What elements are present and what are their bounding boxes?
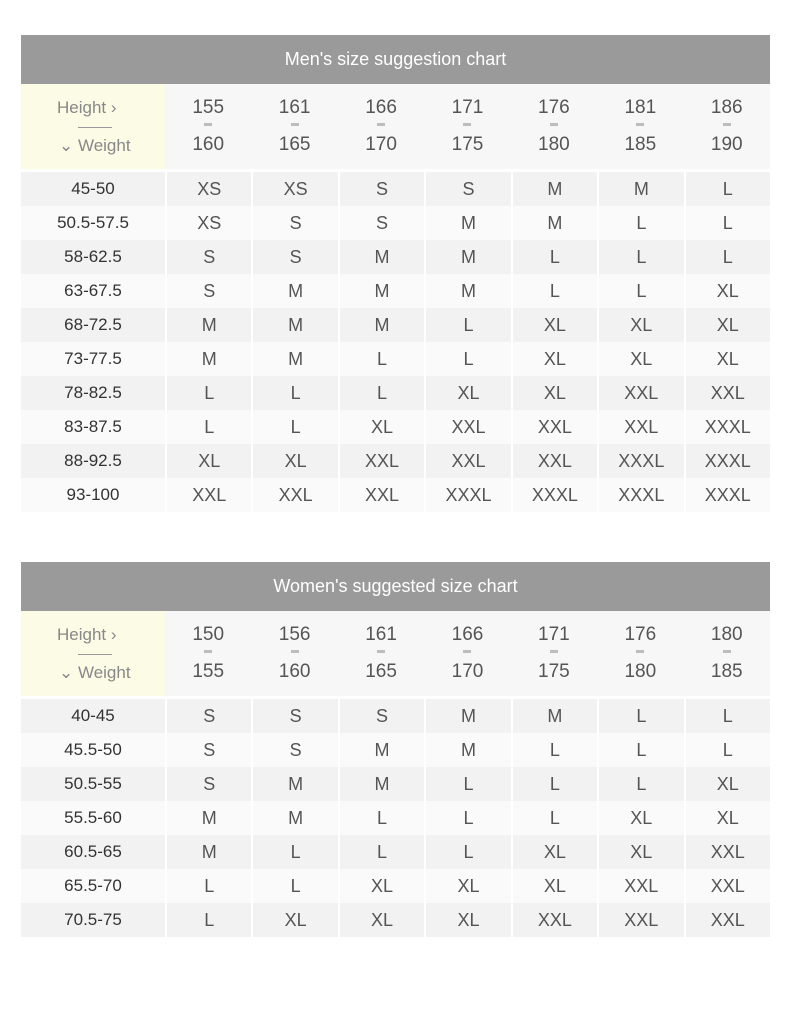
size-cell: L [513, 801, 597, 835]
height-range-end: 165 [278, 133, 311, 155]
size-cell: M [253, 274, 337, 308]
size-cell: L [686, 206, 770, 240]
table-row [21, 410, 770, 444]
size-cell: S [253, 733, 337, 767]
size-cell: XXL [599, 376, 683, 410]
weight-range-cell: 60.5-65 [21, 835, 165, 869]
size-cell: XL [599, 801, 683, 835]
size-cell: L [599, 733, 683, 767]
table-row [21, 206, 770, 240]
table-row [21, 767, 770, 801]
height-range-header [424, 611, 510, 696]
height-range-header [251, 84, 337, 169]
table-row [21, 376, 770, 410]
size-cell: L [513, 240, 597, 274]
height-range-end: 180 [624, 660, 657, 682]
height-range-start: 171 [538, 623, 570, 645]
height-range-header [165, 611, 251, 696]
height-range-start: 166 [365, 96, 397, 118]
height-range-start: 171 [451, 96, 484, 118]
size-cell: XL [686, 274, 770, 308]
size-cell: L [426, 801, 510, 835]
weight-range-cell: 50.5-57.5 [21, 206, 165, 240]
size-cell: S [167, 699, 251, 733]
size-cell: M [253, 767, 337, 801]
men-chart-title: Men's size suggestion chart [21, 35, 770, 84]
size-cell: L [686, 240, 770, 274]
size-cell: M [340, 308, 424, 342]
size-cell: XXXL [686, 478, 770, 512]
height-range-header [338, 611, 424, 696]
size-cell: L [513, 767, 597, 801]
table-row [21, 835, 770, 869]
range-dash [723, 650, 731, 653]
range-dash [377, 650, 385, 653]
height-range-header [251, 611, 337, 696]
size-cell: M [340, 274, 424, 308]
men-height-columns [165, 84, 770, 169]
size-cell: L [599, 274, 683, 308]
size-cell: XXL [513, 410, 597, 444]
height-range-header [597, 611, 683, 696]
size-cell: XL [340, 410, 424, 444]
size-cell: XXXL [599, 444, 683, 478]
table-row [21, 733, 770, 767]
women-header-row [21, 611, 770, 696]
size-cell: S [253, 240, 337, 274]
size-cell: XL [167, 444, 251, 478]
height-range-end: 190 [710, 133, 743, 155]
size-cell: M [253, 308, 337, 342]
range-dash [636, 123, 644, 126]
size-cell: L [340, 835, 424, 869]
size-cell: L [686, 699, 770, 733]
size-cell: XXXL [686, 444, 770, 478]
women-chart-title: Women's suggested size chart [21, 562, 770, 611]
size-cell: XXL [599, 869, 683, 903]
size-cell: XXXL [513, 478, 597, 512]
size-cell: L [599, 206, 683, 240]
size-cell: M [340, 767, 424, 801]
range-dash [636, 650, 644, 653]
height-range-header [597, 84, 683, 169]
height-range-start: 180 [710, 623, 743, 645]
size-cell: S [167, 240, 251, 274]
size-cell: L [167, 869, 251, 903]
size-cell: XL [253, 444, 337, 478]
height-range-start: 161 [278, 96, 311, 118]
table-row [21, 308, 770, 342]
corner-divider [78, 127, 112, 128]
size-cell: L [513, 733, 597, 767]
size-cell: XXL [340, 444, 424, 478]
size-cell: XL [686, 767, 770, 801]
size-cell: XS [167, 206, 251, 240]
range-dash [204, 123, 212, 126]
table-row [21, 274, 770, 308]
height-range-header [165, 84, 251, 169]
size-cell: XXL [686, 903, 770, 937]
height-range-start: 156 [278, 623, 311, 645]
size-cell: XL [340, 903, 424, 937]
size-cell: S [340, 172, 424, 206]
size-cell: S [253, 699, 337, 733]
weight-range-cell: 50.5-55 [21, 767, 165, 801]
height-range-start: 186 [710, 96, 743, 118]
size-cell: L [426, 342, 510, 376]
range-dash [377, 123, 385, 126]
height-range-end: 185 [710, 660, 743, 682]
height-range-end: 170 [365, 133, 397, 155]
table-row [21, 903, 770, 937]
height-range-end: 170 [451, 660, 484, 682]
size-cell: M [426, 206, 510, 240]
range-dash [291, 123, 299, 126]
size-cell: L [686, 172, 770, 206]
height-range-header [511, 84, 597, 169]
size-cell: XXL [686, 835, 770, 869]
size-cell: S [340, 699, 424, 733]
size-cell: M [426, 699, 510, 733]
size-cell: L [253, 376, 337, 410]
size-cell: M [513, 699, 597, 733]
weight-range-cell: 55.5-60 [21, 801, 165, 835]
size-cell: M [513, 172, 597, 206]
height-range-start: 161 [365, 623, 397, 645]
height-range-start: 181 [624, 96, 657, 118]
size-cell: XL [253, 903, 337, 937]
women-height-columns [165, 611, 770, 696]
range-dash [550, 650, 558, 653]
size-cell: M [167, 835, 251, 869]
table-row [21, 444, 770, 478]
size-cell: XXL [686, 869, 770, 903]
size-cell: L [167, 376, 251, 410]
range-dash [723, 123, 731, 126]
size-cell: L [253, 835, 337, 869]
size-cell: XL [513, 835, 597, 869]
range-dash [463, 123, 471, 126]
size-cell: L [513, 274, 597, 308]
size-cell: L [599, 767, 683, 801]
range-dash [291, 650, 299, 653]
table-row [21, 342, 770, 376]
size-cell: XXL [686, 376, 770, 410]
height-range-start: 166 [451, 623, 484, 645]
men-size-rows [21, 172, 770, 512]
height-range-header [338, 84, 424, 169]
size-cell: XXL [426, 410, 510, 444]
size-cell: S [167, 733, 251, 767]
height-label: Height › [57, 625, 117, 644]
men-corner-cell [21, 84, 165, 169]
size-cell: S [340, 206, 424, 240]
size-cell: XXL [599, 410, 683, 444]
size-cell: XL [599, 308, 683, 342]
size-cell: XXL [253, 478, 337, 512]
size-cell: XL [686, 342, 770, 376]
size-cell: L [167, 410, 251, 444]
size-cell: M [167, 342, 251, 376]
size-cell: L [426, 308, 510, 342]
range-dash [550, 123, 558, 126]
size-cell: M [253, 801, 337, 835]
women-size-rows [21, 699, 770, 937]
height-range-header [424, 84, 510, 169]
height-range-header [684, 84, 770, 169]
size-cell: XXL [599, 903, 683, 937]
size-cell: XL [686, 308, 770, 342]
size-cell: XS [253, 172, 337, 206]
height-range-start: 155 [192, 96, 225, 118]
size-cell: XXXL [686, 410, 770, 444]
size-cell: XL [426, 869, 510, 903]
corner-divider [78, 654, 112, 655]
size-cell: L [253, 410, 337, 444]
size-cell: L [340, 801, 424, 835]
table-row [21, 801, 770, 835]
size-cell: S [426, 172, 510, 206]
size-cell: XL [513, 308, 597, 342]
weight-range-cell: 65.5-70 [21, 869, 165, 903]
range-dash [204, 650, 212, 653]
size-cell: S [167, 274, 251, 308]
size-cell: S [167, 767, 251, 801]
height-range-end: 160 [278, 660, 311, 682]
weight-range-cell: 45-50 [21, 172, 165, 206]
size-cell: XXL [513, 903, 597, 937]
size-cell: XL [599, 342, 683, 376]
weight-range-cell: 40-45 [21, 699, 165, 733]
height-range-end: 185 [624, 133, 657, 155]
height-range-end: 165 [365, 660, 397, 682]
weight-range-cell: 58-62.5 [21, 240, 165, 274]
size-cell: XL [513, 376, 597, 410]
size-cell: XS [167, 172, 251, 206]
size-cell: L [426, 835, 510, 869]
weight-range-cell: 45.5-50 [21, 733, 165, 767]
size-cell: L [599, 699, 683, 733]
size-cell: XL [513, 869, 597, 903]
height-range-header [684, 611, 770, 696]
size-cell: L [426, 767, 510, 801]
size-cell: M [340, 240, 424, 274]
height-range-start: 176 [538, 96, 570, 118]
size-cell: L [340, 342, 424, 376]
size-cell: XL [340, 869, 424, 903]
size-cell: S [253, 206, 337, 240]
weight-range-cell: 70.5-75 [21, 903, 165, 937]
height-range-end: 175 [538, 660, 570, 682]
size-cell: M [167, 801, 251, 835]
table-row [21, 869, 770, 903]
weight-range-cell: 73-77.5 [21, 342, 165, 376]
size-cell: L [340, 376, 424, 410]
weight-label: ⌄ Weight [59, 663, 131, 682]
height-range-end: 155 [192, 660, 225, 682]
size-cell: XXL [340, 478, 424, 512]
size-cell: M [426, 274, 510, 308]
table-row [21, 699, 770, 733]
range-dash [463, 650, 471, 653]
height-range-end: 175 [451, 133, 484, 155]
men-header-row [21, 84, 770, 169]
size-cell: M [340, 733, 424, 767]
size-cell: XXXL [599, 478, 683, 512]
height-label: Height › [57, 98, 117, 117]
weight-range-cell: 83-87.5 [21, 410, 165, 444]
weight-label: ⌄ Weight [59, 136, 131, 155]
size-cell: XXXL [426, 478, 510, 512]
size-cell: M [167, 308, 251, 342]
size-cell: L [599, 240, 683, 274]
weight-range-cell: 68-72.5 [21, 308, 165, 342]
height-range-start: 150 [192, 623, 225, 645]
size-cell: M [599, 172, 683, 206]
weight-range-cell: 88-92.5 [21, 444, 165, 478]
weight-range-cell: 93-100 [21, 478, 165, 512]
weight-range-cell: 78-82.5 [21, 376, 165, 410]
size-cell: L [686, 733, 770, 767]
size-cell: XL [513, 342, 597, 376]
size-cell: XXL [513, 444, 597, 478]
women-size-chart [21, 562, 770, 937]
size-cell: XXL [426, 444, 510, 478]
size-cell: XL [426, 903, 510, 937]
weight-range-cell: 63-67.5 [21, 274, 165, 308]
size-cell: L [253, 869, 337, 903]
table-row [21, 478, 770, 512]
men-size-chart [21, 35, 770, 512]
size-cell: XXL [167, 478, 251, 512]
size-cell: XL [426, 376, 510, 410]
size-cell: M [426, 240, 510, 274]
table-row [21, 172, 770, 206]
height-range-header [511, 611, 597, 696]
height-range-start: 176 [624, 623, 657, 645]
size-cell: L [167, 903, 251, 937]
table-row [21, 240, 770, 274]
size-cell: XL [599, 835, 683, 869]
size-cell: M [426, 733, 510, 767]
size-cell: M [253, 342, 337, 376]
women-corner-cell [21, 611, 165, 696]
size-cell: XL [686, 801, 770, 835]
height-range-end: 160 [192, 133, 225, 155]
height-range-end: 180 [538, 133, 570, 155]
size-cell: M [513, 206, 597, 240]
